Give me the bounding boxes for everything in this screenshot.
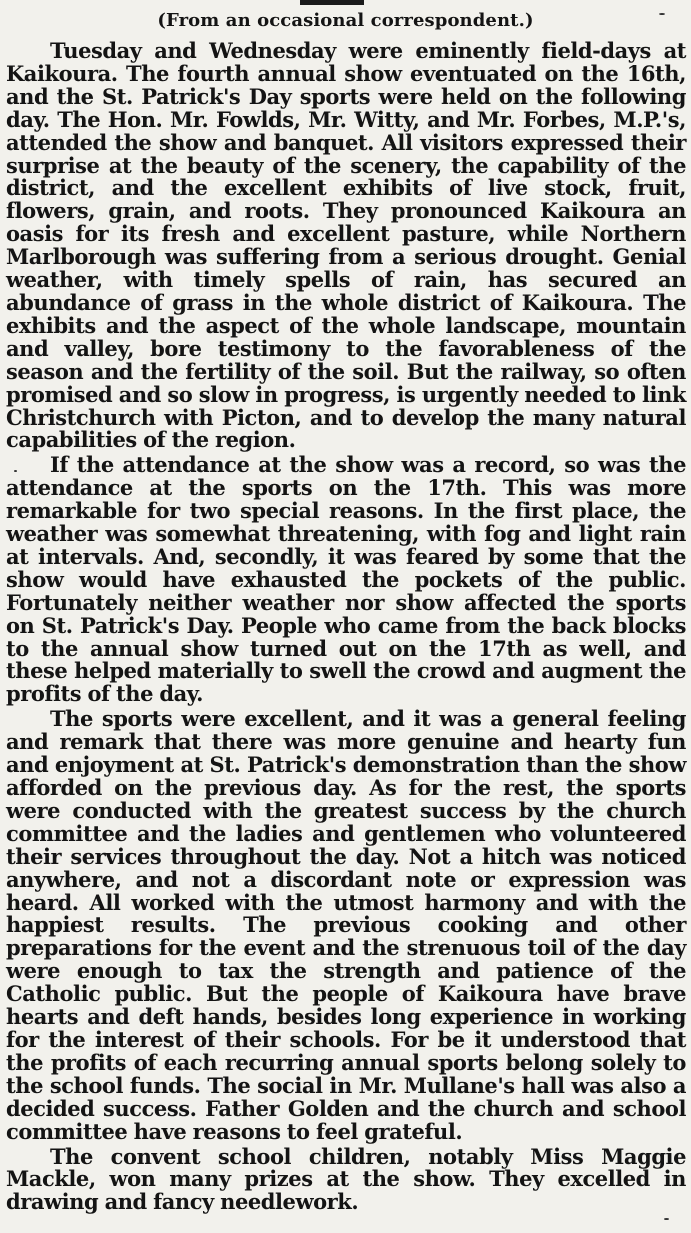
article-body (6, 40, 686, 1216)
print-speck (664, 1218, 669, 1220)
paragraph-1: Tuesday and Wednesday were eminently field-days at Kaikoura. The fourth annual show eventuated on the 16th, and the St. Patrick's Day sports were held on the following day. The Hon. Mr. Fowlds, Mr. Witty, and Mr. Forbes, M.P.'s, attended the show and banquet. All visitors expressed their surprise at the beauty of the scenery, the capability of the district, and the excellent exhibits of live stock, fruit, flowers, grain, and roots. They pronounced Kaikoura an oasis for its fresh and excellent pasture, while Northern Marlborough was suffering from a serious drought. Genial weather, with timely spells of rain, has secured an abundance of grass in the whole district of Kaikoura. The exhibits and the aspect of the whole landscape, mountain and valley, bore testimony to the favorableness of the season and the fertility of the soil. But the railway, so often promised and so slow in progress, is urgently needed to link Christchurch with Picton, and to develop the many natural capabilities of the region. (6, 38, 686, 453)
paragraph-2: If the attendance at the show was a record, so was the attendance at the sports on the 17th. This was more remarkable for two special reasons. In the first place, the weather was somewhat threatening, with fog and light rain at intervals. And, secondly, it was feared by some that the show would have exhausted the pockets of the public. Fortunately neither weather nor show affected the sports on St. Patrick's Day. People who came from the back blocks to the annual show turned out on the 17th as well, and these helped materially to swell the crowd and augment the profits of the day. (6, 452, 686, 707)
paragraph-4: The convent school children, notably Miss Maggie Mackle, won many prizes at the show. They excelled in drawing and fancy needlework. (6, 1143, 686, 1215)
print-speck (14, 470, 17, 472)
print-speck (659, 13, 665, 15)
top-rule (300, 0, 364, 5)
dateline: (From an occasional correspondent.) (157, 10, 534, 31)
paragraph-3: The sports were excellent, and it was a general feeling and remark that there was more genuine and hearty fun and enjoyment at St. Patrick's demonstration than the show afforded on the previous day. As for the rest, the sports were conducted with the greatest success by the church committee and the ladies and gentlemen who volunteered their services throughout the day. Not a hitch was noticed anywhere, and not a discordant note or expression was heard. All worked with the utmost harmony and with the happiest results. The previous cooking and other preparations for the event and the strenuous toil of the day were enough to tax the strength and patience of the Catholic public. But the people of Kaikoura have brave hearts and deft hands, besides long experience in working for the interest of their schools. For be it understood that the profits of each recurring annual sports belong solely to the school funds. The social in Mr. Mullane's hall was also a decided success. Father Golden and the church and school committee have reasons to feel grateful. (6, 706, 686, 1144)
